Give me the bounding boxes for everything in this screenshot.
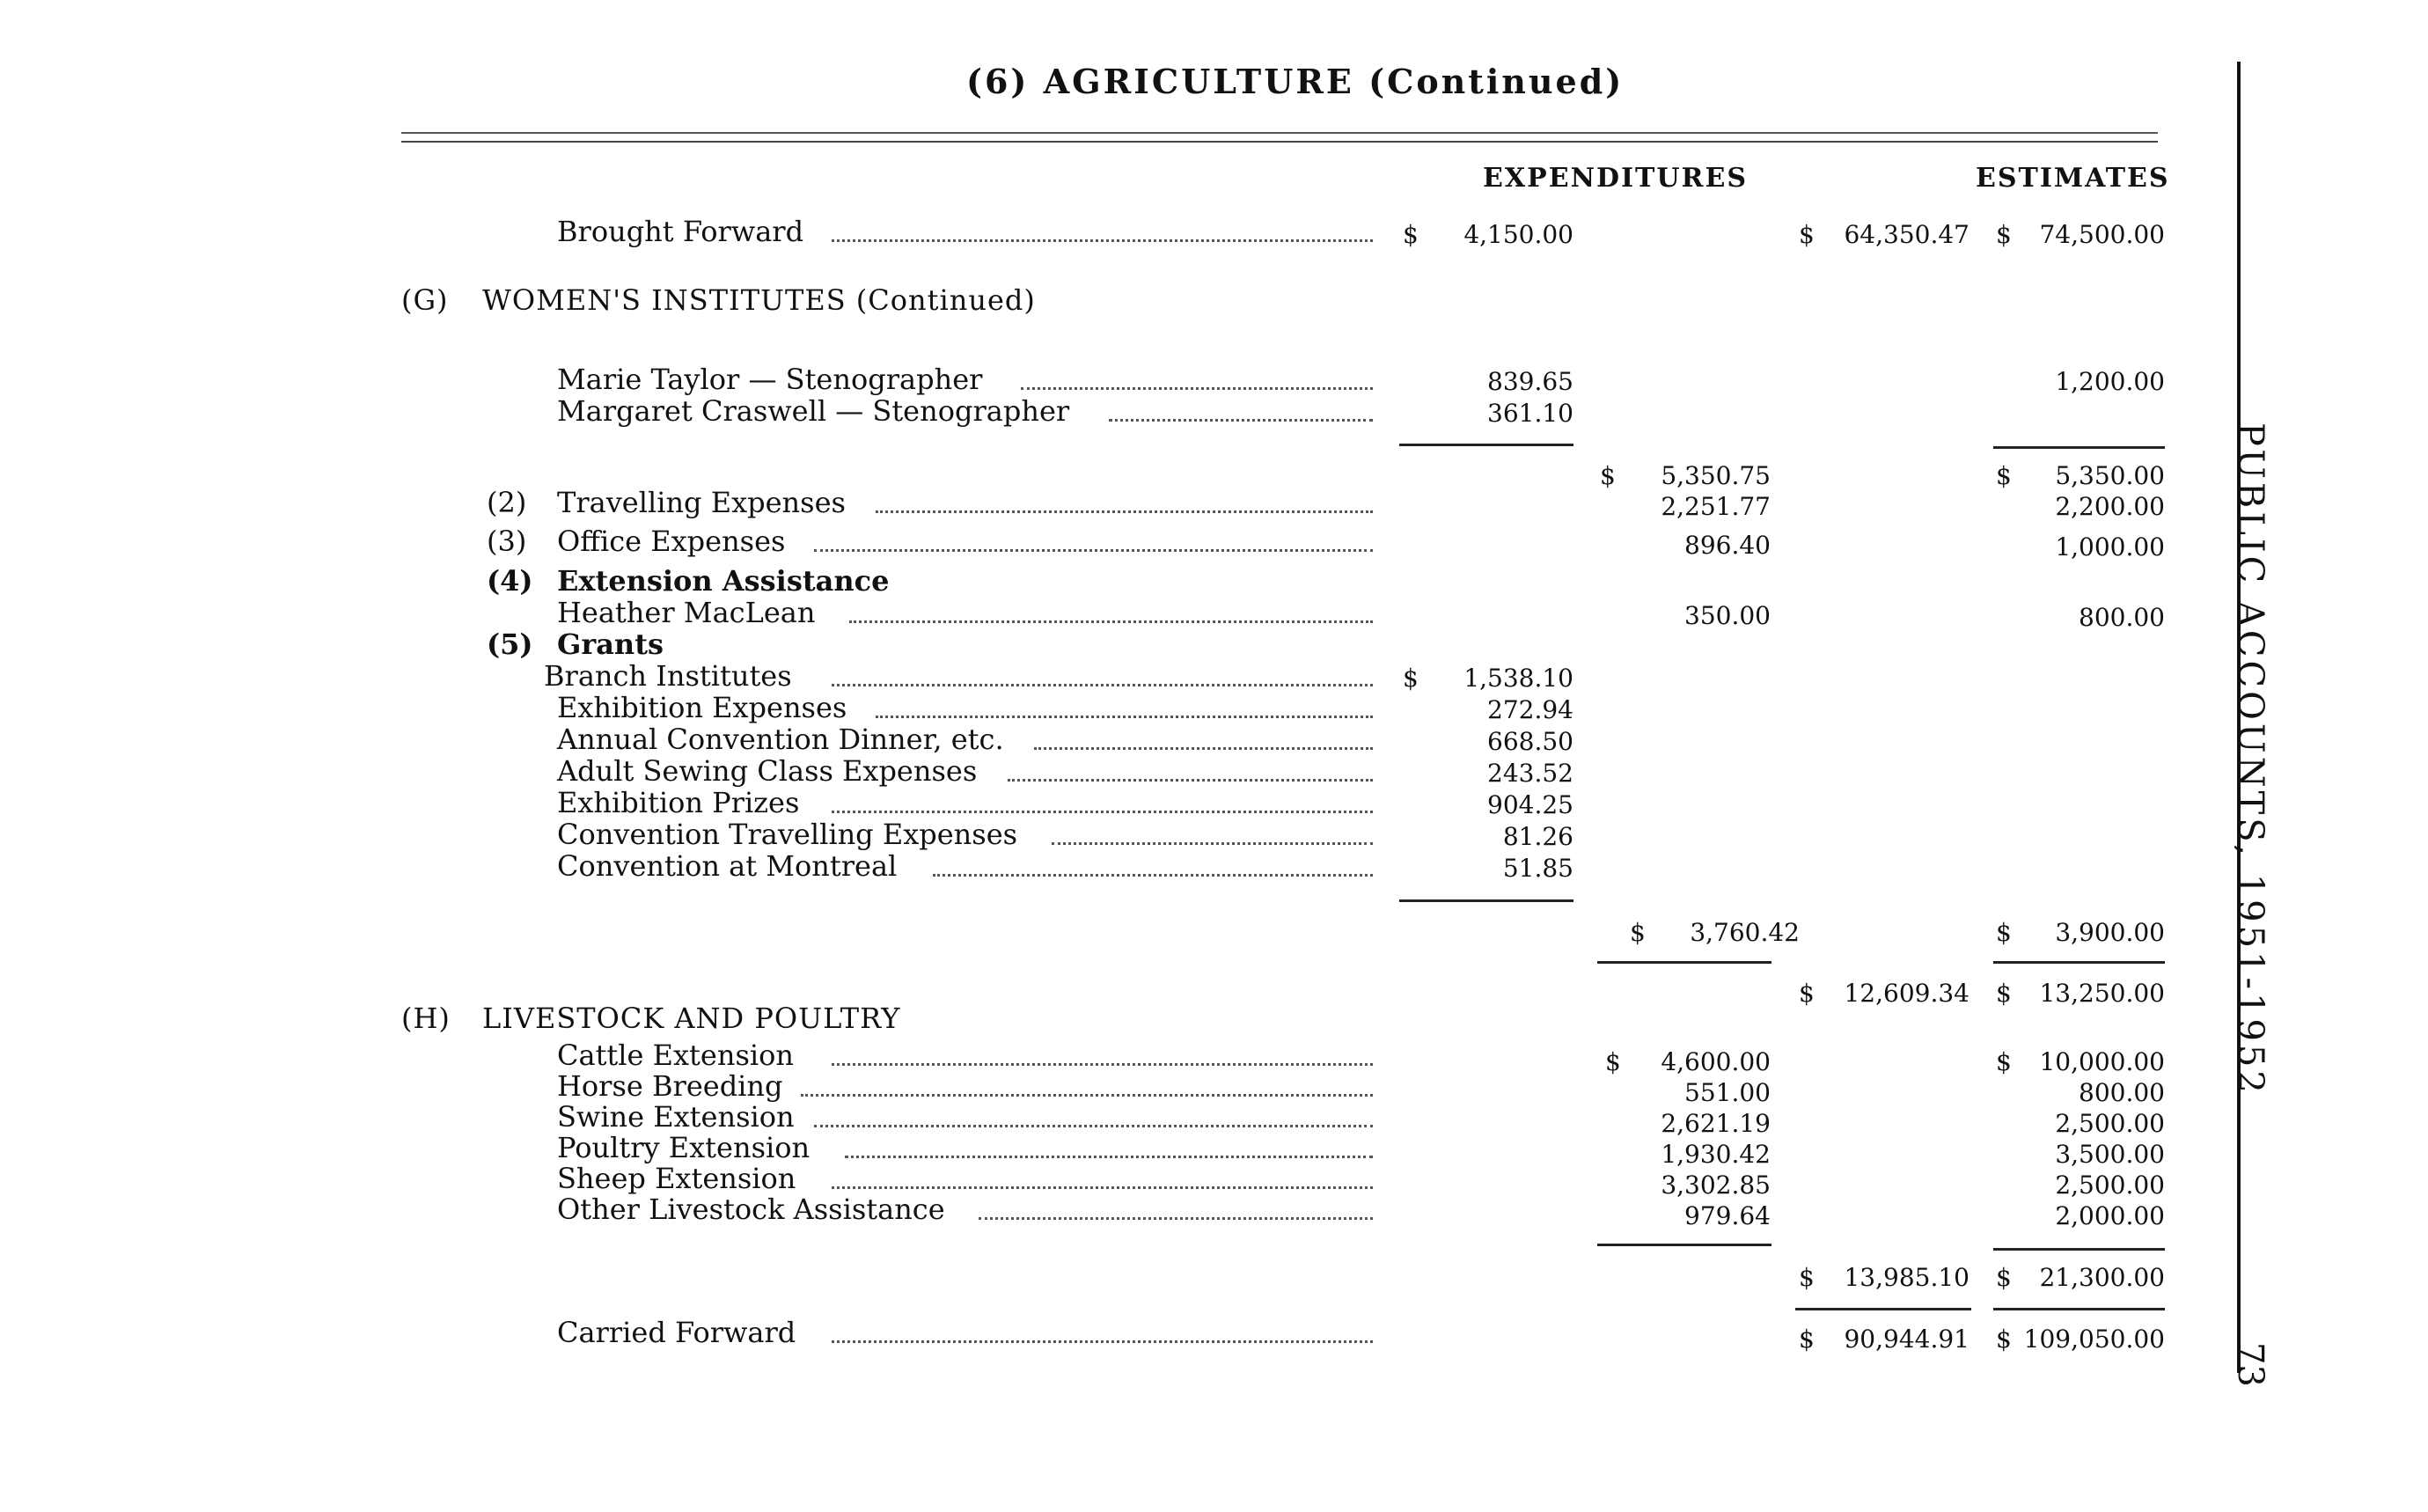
item-number: (3) [487, 525, 527, 558]
amount: 2,000.00 [2055, 1201, 2165, 1230]
row-label: Adult Sewing Class Expenses [557, 754, 978, 788]
currency-sign: $ [1996, 220, 2012, 249]
page-title: (6) AGRICULTURE (Continued) [966, 62, 1625, 101]
currency-sign: $ [1996, 918, 2012, 947]
row-label: Exhibition Prizes [557, 786, 800, 819]
page-number: 73 [2230, 1342, 2270, 1387]
amount: 668.50 [1487, 727, 1573, 756]
row-label: Branch Institutes [544, 659, 792, 693]
grants-heading: Grants [557, 628, 664, 661]
row-label: Travelling Expenses [557, 486, 846, 519]
amount: 1,000.00 [2055, 532, 2165, 561]
amount: 2,500.00 [2055, 1171, 2165, 1200]
amount: 74,500.00 [2039, 220, 2165, 249]
amount: 800.00 [2079, 1078, 2165, 1107]
row-label: Other Livestock Assistance [557, 1193, 945, 1226]
row-label: Convention Travelling Expenses [557, 818, 1018, 851]
amount: 361.10 [1487, 399, 1573, 428]
amount: 904.25 [1487, 790, 1573, 819]
column-header-expenditures: EXPENDITURES [1483, 163, 1748, 194]
section-code: (G) [401, 283, 449, 317]
row-label: Convention at Montreal [557, 849, 898, 883]
row-label: Poultry Extension [557, 1131, 811, 1164]
amount: 272.94 [1487, 695, 1573, 724]
amount: 51.85 [1502, 854, 1573, 883]
amount: 5,350.75 [1661, 461, 1771, 490]
amount: 5,350.00 [2055, 461, 2165, 490]
currency-sign: $ [1996, 1047, 2012, 1076]
item-number: (2) [487, 486, 527, 519]
column-header-estimates: ESTIMATES [1976, 163, 2170, 194]
currency-sign: $ [1799, 220, 1815, 249]
amount: 64,350.47 [1844, 220, 1970, 249]
section-title: WOMEN'S INSTITUTES (Continued) [482, 283, 1036, 317]
amount: 350.00 [1684, 601, 1771, 630]
row-sublabel: Heather MacLean [557, 596, 816, 629]
header-rule [401, 132, 2158, 134]
currency-sign: $ [1605, 1047, 1621, 1076]
row-label: Margaret Craswell — Stenographer [557, 394, 1070, 428]
amount: 81.26 [1502, 822, 1573, 851]
currency-sign: $ [1799, 1263, 1815, 1292]
currency-sign: $ [1996, 461, 2012, 490]
amount: 2,200.00 [2055, 492, 2165, 521]
currency-sign: $ [1799, 979, 1815, 1008]
amount: 2,500.00 [2055, 1109, 2165, 1138]
currency-sign: $ [1403, 220, 1419, 249]
currency-sign: $ [1996, 1263, 2012, 1292]
item-number: (5) [487, 628, 533, 661]
currency-sign: $ [1799, 1325, 1815, 1354]
row-label: Horse Breeding [557, 1069, 783, 1103]
amount: 839.65 [1487, 367, 1573, 396]
item-number: (4) [487, 564, 533, 598]
row-label: Marie Taylor — Stenographer [557, 363, 983, 396]
amount: 13,985.10 [1844, 1263, 1970, 1292]
currency-sign: $ [1403, 664, 1419, 693]
amount: 3,760.42 [1690, 918, 1800, 947]
header-rule-2 [401, 141, 2158, 143]
amount: 2,621.19 [1661, 1109, 1771, 1138]
amount: 21,300.00 [2039, 1263, 2165, 1292]
amount: 3,500.00 [2055, 1140, 2165, 1169]
amount: 1,930.42 [1661, 1140, 1771, 1169]
amount: 4,150.00 [1463, 220, 1573, 249]
amount: 12,609.34 [1844, 979, 1970, 1008]
section-title: LIVESTOCK AND POULTRY [482, 1002, 901, 1035]
amount: 896.40 [1684, 531, 1771, 560]
amount: 2,251.77 [1661, 492, 1771, 521]
section-code: (H) [401, 1002, 451, 1035]
amount: 551.00 [1684, 1078, 1771, 1107]
row-label: Carried Forward [557, 1316, 796, 1349]
amount: 243.52 [1487, 759, 1573, 788]
amount: 1,538.10 [1463, 664, 1573, 693]
amount: 4,600.00 [1661, 1047, 1771, 1076]
amount: 979.64 [1684, 1201, 1771, 1230]
row-label: Annual Convention Dinner, etc. [557, 723, 1004, 756]
amount: 109,050.00 [2023, 1325, 2165, 1354]
row-label: Exhibition Expenses [557, 691, 847, 724]
amount: 3,302.85 [1661, 1171, 1771, 1200]
amount: 90,944.91 [1844, 1325, 1970, 1354]
amount: 10,000.00 [2039, 1047, 2165, 1076]
amount: 13,250.00 [2039, 979, 2165, 1008]
row-label: Swine Extension [557, 1100, 795, 1134]
currency-sign: $ [1996, 979, 2012, 1008]
currency-sign: $ [1600, 461, 1616, 490]
row-label: Cattle Extension [557, 1039, 794, 1072]
side-title: PUBLIC ACCOUNTS, 1951-1952 [2230, 422, 2270, 1097]
currency-sign: $ [1996, 1325, 2012, 1354]
row-label: Brought Forward [557, 215, 804, 248]
row-label: Extension Assistance [557, 564, 890, 598]
row-label: Office Expenses [557, 525, 786, 558]
amount: 3,900.00 [2055, 918, 2165, 947]
currency-sign: $ [1630, 918, 1646, 947]
amount: 1,200.00 [2055, 367, 2165, 396]
amount: 800.00 [2079, 603, 2165, 632]
row-label: Sheep Extension [557, 1162, 796, 1195]
